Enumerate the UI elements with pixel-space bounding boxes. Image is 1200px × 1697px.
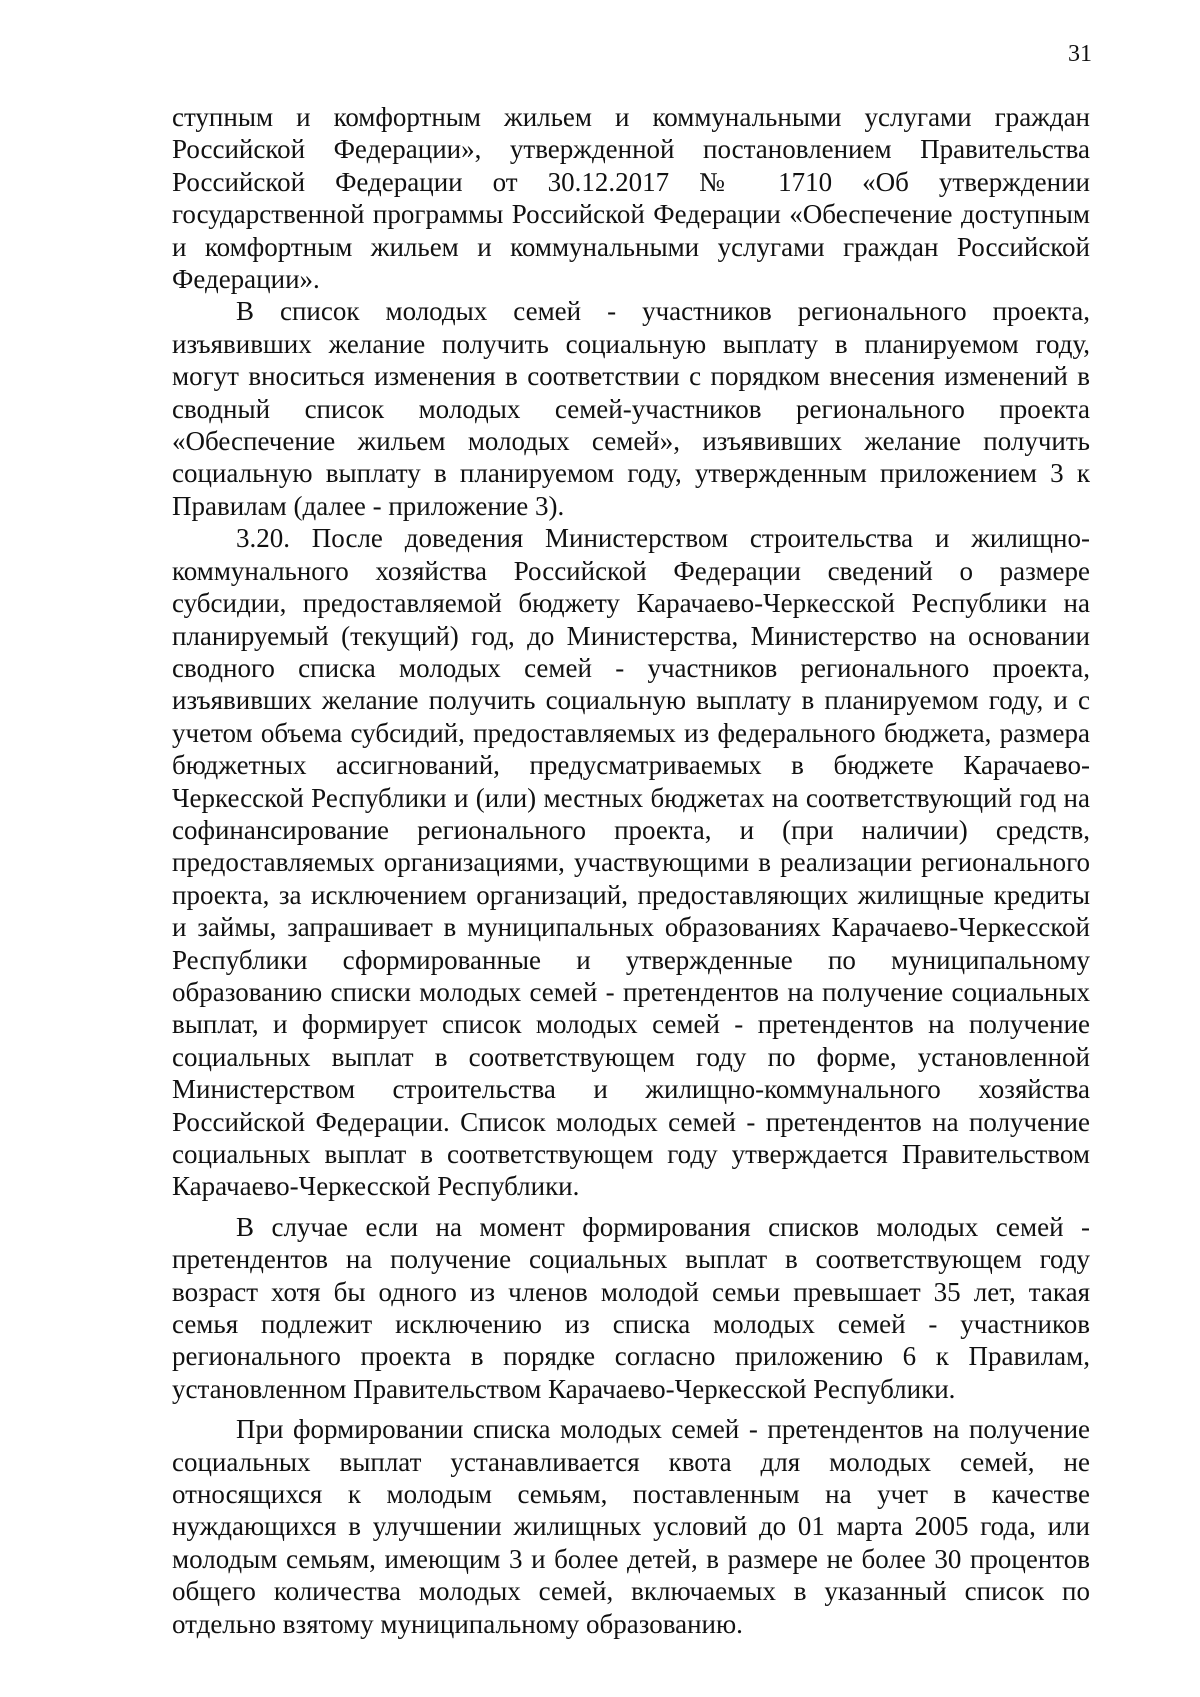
paragraph-2: В список молодых семей - участников регионального проекта, изъявивших желание получить социальную выплату в планируемом году, могут вноситься изменения в соответствии с порядком внесения изменений в сводный список молодых семей-участников регионального проекта «Обеспечение жильем молодых семей», изъявивших желание получить социальную выплату в планируемом году, утвержденным приложением 3 к Правилам (далее - приложение 3).	[172, 296, 1090, 521]
document-body	[172, 101, 1090, 1640]
page-number: 31	[1068, 41, 1092, 67]
paragraph-1: ступным и комфортным жильем и коммунальными услугами граждан Российской Федерации», утвержденной постановлением Правительства Российской Федерации от 30.12.2017 № 1710 «Об утверждении государственной программы Российской Федерации «Обеспечение доступным и комфортным жильем и коммунальными услугами граждан Российской Федерации».	[172, 102, 1090, 295]
paragraph-4: В случае если на момент формирования списков молодых семей - претендентов на получение социальных выплат в соответствующем году возраст хотя бы одного из членов молодой семьи превышает 35 лет, такая семья подлежит исключению из списка молодых семей - участников регионального проекта в порядке согласно приложению 6 к Правилам, установленном Правительством Карачаево-Черкесской Республики.	[172, 1211, 1090, 1404]
paragraph-3: 3.20. После доведения Министерством строительства и жилищно-коммунального хозяйства Российской Федерации сведений о размере субсидии, предоставляемой бюджету Карачаево-Черкесской Республики на планируемый (текущий) год, до Министерства, Министерство на основании сводного списка молодых семей - участников регионального проекта, изъявивших желание получить социальную выплату в планируемом году, и с учетом объема субсидий, предоставляемых из федерального бюджета, размера бюджетных ассигнований, предусматриваемых в бюджете Карачаево-Черкесской Республики и (или) местных бюджетах на соответствующий год на софинансирование регионального проекта, и (при наличии) средств, предоставляемых организациями, участвующими в реализации регионального проекта, за исключением организаций, предоставляющих жилищные кредиты и займы, запрашивает в муниципальных образованиях Карачаево-Черкесской Республики сформированные и утвержденные по муниципальному образованию списки молодых семей - претендентов на получение социальных выплат, и формирует список молодых семей - претендентов на получение социальных выплат в соответствующем году по форме, установленной Министерством строительства и жилищно-коммунального хозяйства Российской Федерации. Список молодых семей - претендентов на получение социальных выплат в соответствующем году утверждается Правительством Карачаево-Черкесской Республики.	[172, 523, 1090, 1202]
paragraph-5: При формировании списка молодых семей - претендентов на получение социальных выплат устанавливается квота для молодых семей, не относящихся к молодым семьям, поставленным на учет в качестве нуждающихся в улучшении жилищных условий до 01 марта 2005 года, или молодым семьям, имеющим 3 и более детей, в размере не более 30 процентов общего количества молодых семей, включаемых в указанный список по отдельно взятому муниципальному образованию.	[172, 1414, 1090, 1639]
